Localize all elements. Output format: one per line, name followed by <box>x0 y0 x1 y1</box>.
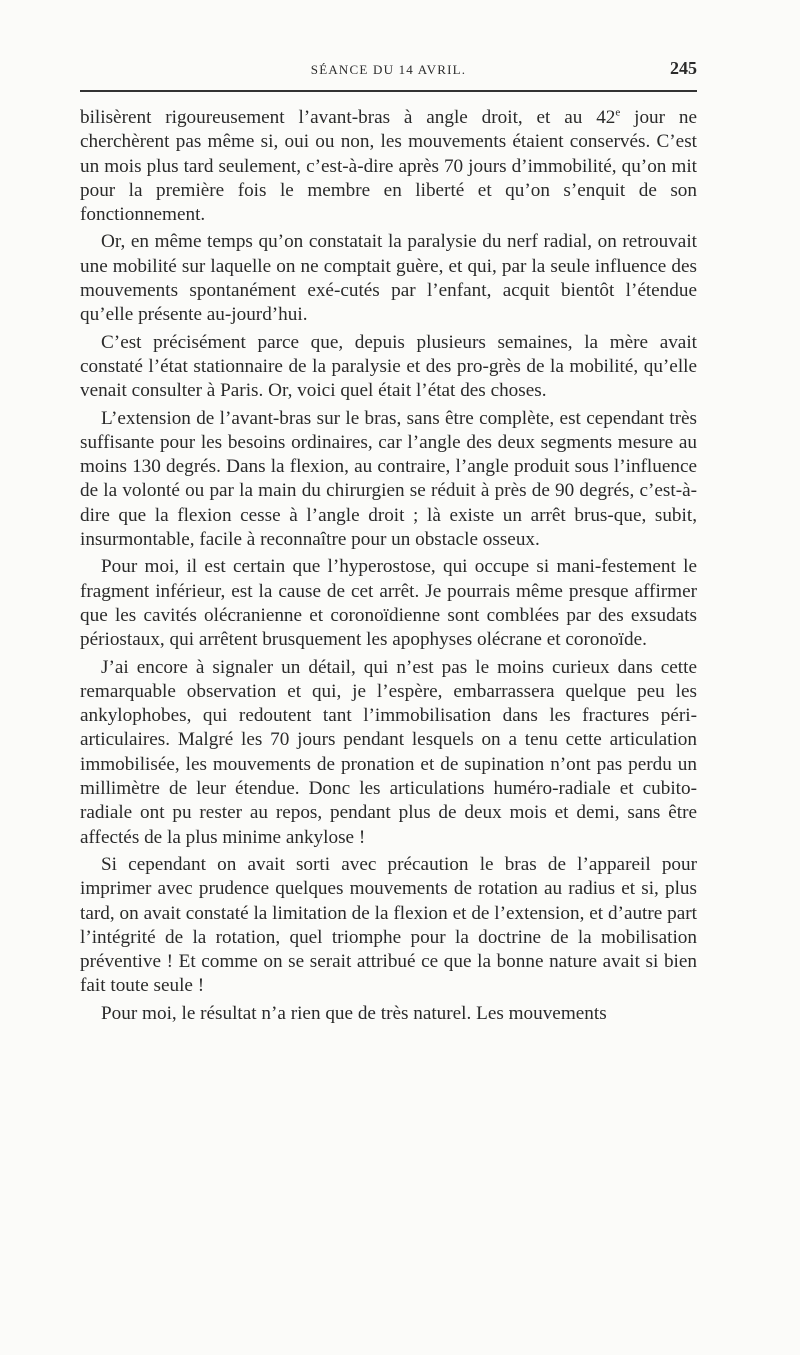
body-text <box>80 106 697 1026</box>
paragraph: Pour moi, il est certain que l’hyperostose, qui occupe si mani-festement le fragment inférieur, est la cause de cet arrêt. Je pourrais même presque affirmer que les cavités olécranienne et coronoïdienne sont comblées par des exsudats périostaux, qui arrêtent brusquement les apophyses olécrane et coronoïde. <box>80 556 697 651</box>
page-header <box>80 58 697 88</box>
running-head: SÉANCE DU 14 AVRIL. <box>310 62 467 77</box>
paragraph <box>80 106 697 227</box>
ordinal-superscript: e <box>615 106 621 119</box>
paragraph: J’ai encore à signaler un détail, qui n’est pas le moins curieux dans cette remarquable observation et qui, je l’espère, embarrassera quelque peu les ankylophobes, qui redoutent tant l’immobilisation dans les fractures péri-articulaires. Malgré les 70 jours pendant lesquels on a tenu cette articulation immobilisée, les mouvements de pronation et de supination n’ont pas perdu un millimètre de leur étendue. Donc les articulations huméro-radiale et cubito-radiale ont pu rester au repos, pendant plus de deux mois et demi, sans être affectés de la plus minime ankylose ! <box>80 656 697 848</box>
paragraph: L’extension de l’avant-bras sur le bras, sans être complète, est cependant très suffisante pour les besoins ordinaires, car l’angle des deux segments mesure au moins 130 degrés. Dans la flexion, au contraire, l’angle produit sous l’influence de la volonté ou par la main du chirurgien se réduit à près de 90 degrés, c’est-à-dire que la flexion cesse à l’angle droit ; là existe un arrêt brus-que, subit, insurmontable, facile à reconnaître pour un obstacle osseux. <box>80 407 697 551</box>
paragraph: Pour moi, le résultat n’a rien que de très naturel. Les mouvements <box>101 1002 607 1024</box>
paragraph: Or, en même temps qu’on constatait la paralysie du nerf radial, on retrouvait une mobilité sur laquelle on ne comptait guère, et qui, par la seule influence des mouvements spontanément exé-cutés par l’enfant, acquit bientôt l’étendue qu’elle présente au-jourd’hui. <box>80 231 697 326</box>
header-rule <box>80 90 697 92</box>
page-number: 245 <box>670 58 697 78</box>
paragraph: C’est précisément parce que, depuis plusieurs semaines, la mère avait constaté l’état stationnaire de la paralysie et des pro-grès de la mobilité, qu’elle venait consulter à Paris. Or, voici quel était l’état des choses. <box>80 331 697 402</box>
paragraph: Si cependant on avait sorti avec précaution le bras de l’appareil pour imprimer avec prudence quelques mouvements de rotation au radius et si, plus tard, on avait constaté la limitation de la flexion et de l’extension, et d’autre part l’intégrité de la rotation, quel triomphe pour la doctrine de la mobilisation préventive ! Et comme on se serait attribué ce que la bonne nature avait si bien fait toute seule ! <box>80 853 697 997</box>
paragraph-text: jour ne cherchèrent pas même si, oui ou non, les mouvements étaient conservés. C’est un mois plus tard seulement, c’est-à-dire après 70 jours d’immobilité, qu’on mit pour la première fois le membre en liberté et qu’on s’enquit de son fonctionnement. <box>80 107 697 226</box>
book-page <box>80 58 697 1029</box>
paragraph-text: bilisèrent rigoureusement l’avant-bras à angle droit, et au 42 <box>80 107 616 128</box>
